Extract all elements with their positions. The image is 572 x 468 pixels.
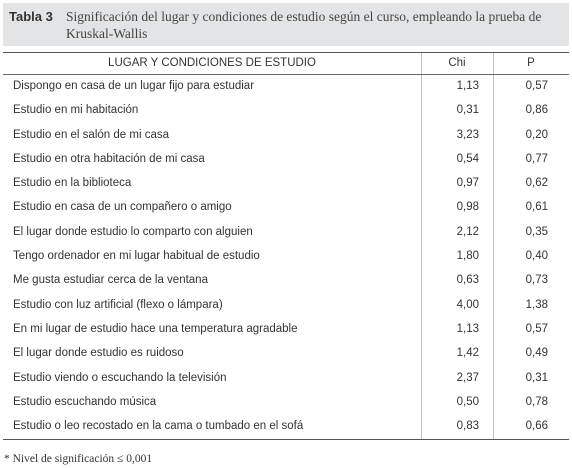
table-header-row (3, 53, 569, 75)
p-value: 0,20 (525, 128, 548, 141)
chi-value: 1,42 (456, 347, 479, 360)
row-label: Estudio en casa de un compañero o amigo (13, 201, 232, 214)
chi-value: 2,37 (456, 371, 479, 384)
chi-value: 0,63 (456, 274, 479, 287)
table-row (3, 221, 569, 245)
table-number-label: Tabla 3 (9, 9, 53, 24)
column-header-condition: LUGAR Y CONDICIONES DE ESTUDIO (108, 57, 316, 69)
table-row (3, 75, 569, 99)
p-value: 0,86 (525, 104, 548, 117)
row-label: Estudio con luz artificial (flexo o lámpara) (13, 298, 223, 311)
column-header-p: P (527, 57, 535, 69)
table-title: Significación del lugar y condiciones de estudio según el curso, empleando la prueba de Kruskal-Wallis (66, 9, 542, 41)
table-row (3, 294, 569, 318)
footnote: * Nivel de significación ≤ 0,001 (4, 453, 153, 465)
row-label: Estudio viendo o escuchando la televisión (13, 371, 227, 384)
data-table (3, 52, 569, 440)
table-row (3, 342, 569, 366)
chi-value: 0,54 (456, 152, 479, 165)
table-row (3, 415, 569, 439)
table-row (3, 124, 569, 148)
row-label: Estudio en mi habitación (13, 104, 139, 117)
table-row (3, 245, 569, 269)
chi-value: 0,83 (456, 420, 479, 433)
table-row (3, 99, 569, 123)
column-header-chi: Chi (448, 57, 466, 69)
p-value: 0,57 (525, 80, 548, 92)
table-row (3, 367, 569, 391)
row-label: Dispongo en casa de un lugar fijo para estudiar (13, 80, 255, 92)
p-value: 0,49 (525, 347, 548, 360)
p-value: 0,57 (525, 322, 548, 335)
table-row (3, 318, 569, 342)
row-label: Estudio escuchando música (13, 395, 157, 408)
p-value: 0,31 (525, 371, 548, 384)
row-label: Estudio en la biblioteca (13, 177, 132, 190)
chi-value: 1,13 (456, 80, 479, 92)
p-value: 0,61 (525, 201, 548, 214)
p-value: 0,66 (525, 420, 548, 433)
table-row (3, 269, 569, 293)
chi-value: 2,12 (456, 225, 479, 238)
p-value: 0,73 (525, 274, 548, 287)
row-label: Estudio o leo recostado en la cama o tumbado en el sofá (13, 420, 304, 433)
chi-value: 4,00 (456, 298, 479, 311)
table-caption (3, 3, 569, 46)
p-value: 0,62 (525, 177, 548, 190)
p-value: 0,78 (525, 395, 548, 408)
p-value: 0,77 (525, 152, 548, 165)
table-row (3, 391, 569, 415)
p-value: 0,35 (525, 225, 548, 238)
row-label: El lugar donde estudio lo comparto con alguien (13, 225, 253, 238)
row-label: En mi lugar de estudio hace una temperatura agradable (13, 322, 298, 335)
chi-value: 0,98 (456, 201, 479, 214)
row-label: Estudio en otra habitación de mi casa (13, 152, 205, 165)
table-row (3, 196, 569, 220)
table-row (3, 172, 569, 196)
row-label: Me gusta estudiar cerca de la ventana (13, 274, 208, 287)
row-label: Estudio en el salón de mi casa (13, 128, 169, 141)
p-value: 0,40 (525, 250, 548, 263)
chi-value: 0,97 (456, 177, 479, 190)
chi-value: 0,50 (456, 395, 479, 408)
chi-value: 1,80 (456, 250, 479, 263)
row-label: Tengo ordenador en mi lugar habitual de estudio (13, 250, 260, 263)
row-label: El lugar donde estudio es ruidoso (13, 347, 184, 360)
chi-value: 3,23 (456, 128, 479, 141)
p-value: 1,38 (525, 298, 548, 311)
chi-value: 1,13 (456, 322, 479, 335)
chi-value: 0,31 (456, 104, 479, 117)
table-row (3, 148, 569, 172)
